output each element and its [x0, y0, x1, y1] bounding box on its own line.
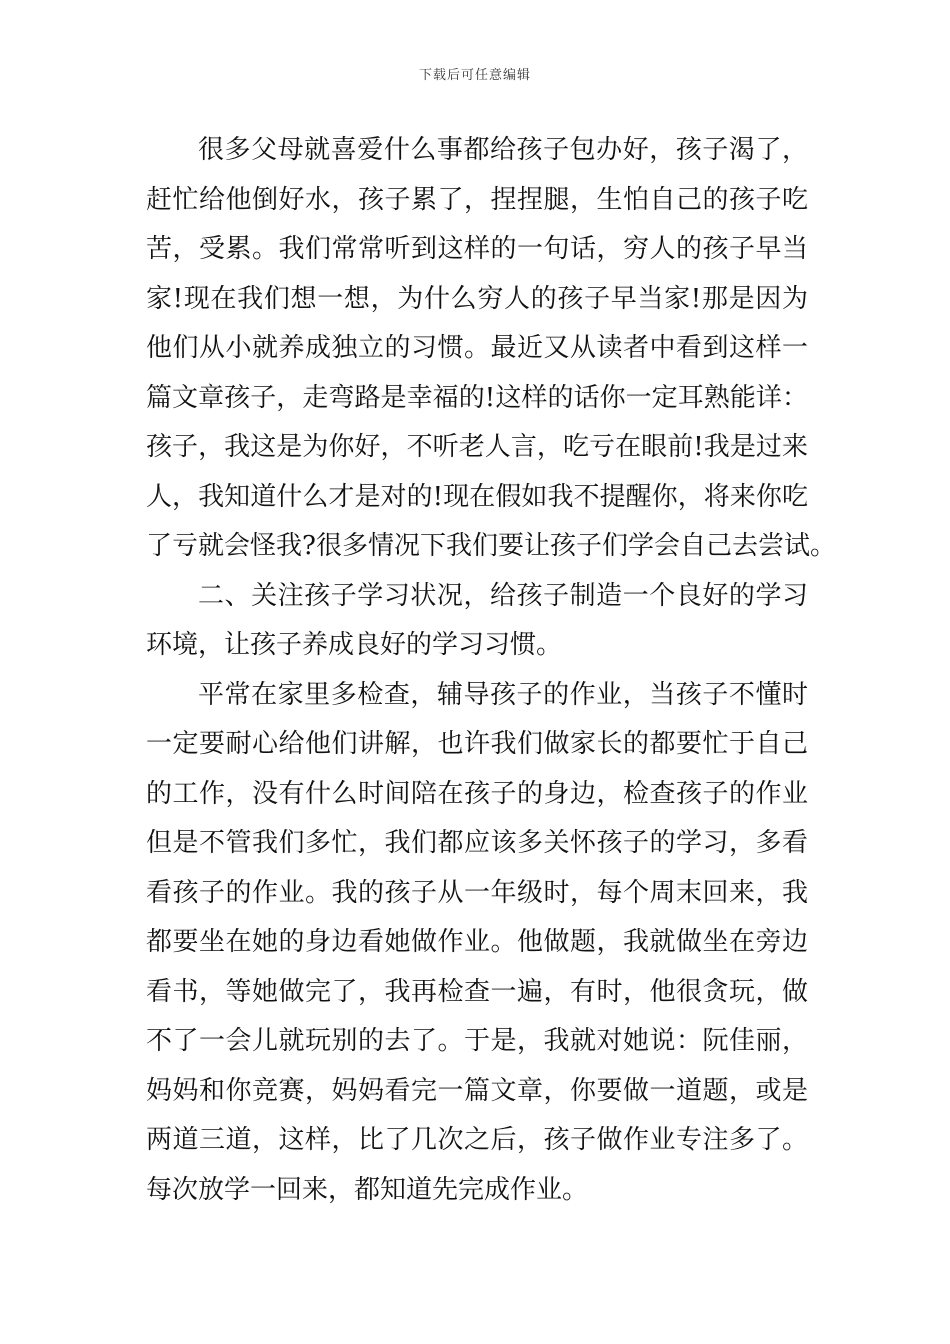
- header-note: 下载后可任意编辑: [418, 68, 531, 83]
- paragraph-2-line-11: 每次放学一回来，都知道先完成作业。: [146, 1174, 589, 1205]
- section-heading-line-2: 环境，让孩子养成良好的学习习惯。: [146, 630, 563, 660]
- paragraph-2-line-10: 两道三道，这样，比了几次之后，孩子做作业专注多了。: [146, 1125, 808, 1155]
- document-body: [146, 126, 836, 1215]
- paragraph-2-line-5: 看孩子的作业。我的孩子从一年级时，每个周末回来，我: [146, 877, 808, 908]
- paragraph-1-line-6: 篇文章孩子，走弯路是幸福的!这样的话你一定耳熟能详：: [146, 382, 808, 413]
- paragraph-1-line-1: 很多父母就喜爱什么事都给孩子包办好，孩子渴了，: [198, 135, 808, 165]
- paragraph-2-line-8: 不了一会儿就玩别的去了。于是，我就对她说：阮佳丽，: [146, 1026, 808, 1056]
- paragraph-1-line-5: 他们从小就养成独立的习惯。最近又从读者中看到这样一: [146, 333, 808, 363]
- paragraph-1-line-4: 家!现在我们想一想，为什么穷人的孩子早当家!那是因为: [146, 283, 808, 314]
- paragraph-2-line-7: 看书，等她做完了，我再检查一遍，有时，他很贪玩，做: [146, 976, 808, 1007]
- paragraph-2-line-1: 平常在家里多检查，辅导孩子的作业，当孩子不懂时: [198, 679, 808, 710]
- paragraph-2-line-3: 的工作，没有什么时间陪在孩子的身边，检查孩子的作业: [146, 778, 808, 809]
- paragraph-1-line-8: 人，我知道什么才是对的!现在假如我不提醒你，将来你吃: [146, 481, 808, 512]
- paragraph-1-line-3: 苦，受累。我们常常听到这样的一句话，穷人的孩子早当: [146, 234, 808, 264]
- paragraph-1-line-9: 了亏就会怪我?很多情况下我们要让孩子们学会自己去尝试。: [146, 531, 836, 561]
- paragraph-2-line-6: 都要坐在她的身边看她做作业。他做题，我就做坐在旁边: [146, 927, 808, 957]
- paragraph-2-line-4: 但是不管我们多忙，我们都应该多关怀孩子的学习，多看: [146, 828, 808, 858]
- paragraph-1-line-7: 孩子，我这是为你好，不听老人言，吃亏在眼前!我是过来: [146, 432, 808, 462]
- section-heading-line-1: 二、关注孩子学习状况，给孩子制造一个良好的学习: [198, 580, 808, 611]
- paragraph-2-line-2: 一定要耐心给他们讲解，也许我们做家长的都要忙于自己: [146, 729, 808, 759]
- paragraph-1-line-2: 赶忙给他倒好水，孩子累了，捏捏腿，生怕自己的孩子吃: [146, 184, 808, 215]
- paragraph-2-line-9: 妈妈和你竞赛，妈妈看完一篇文章，你要做一道题，或是: [146, 1075, 808, 1106]
